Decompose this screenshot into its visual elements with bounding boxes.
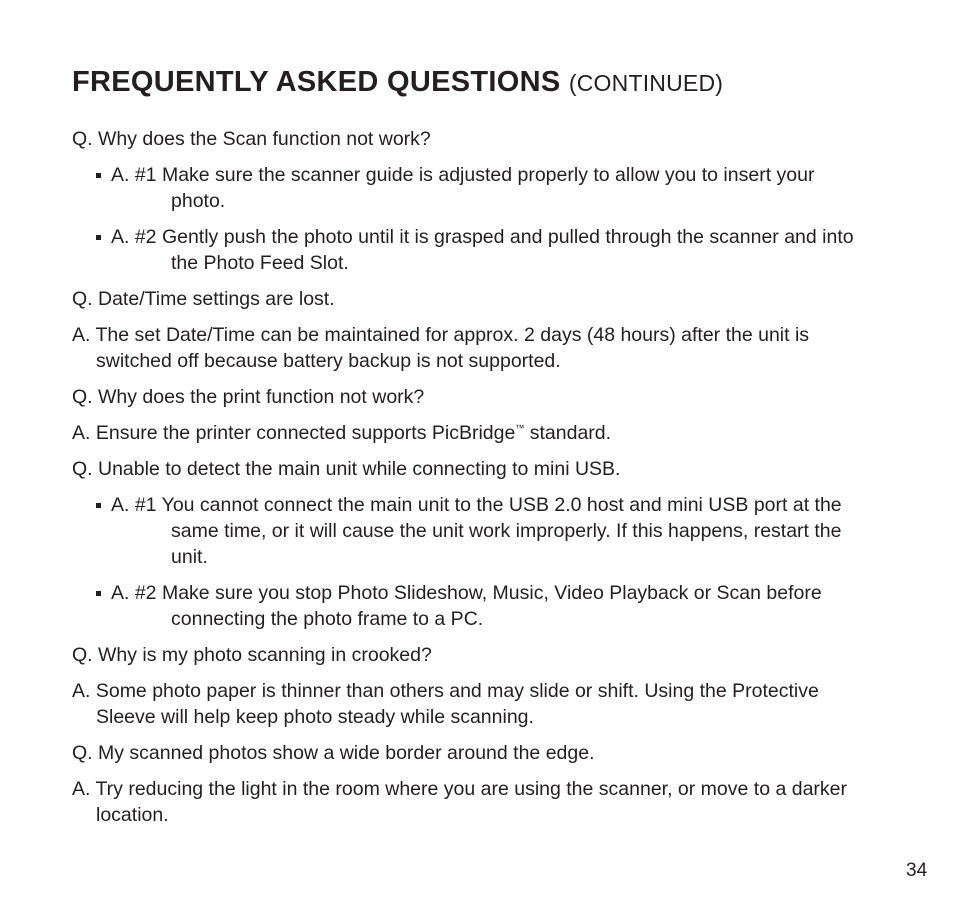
faq-answer-text: A. #2 Make sure you stop Photo Slideshow, Music, Video Playback or Scan before connecting the photo frame to a PC. bbox=[111, 582, 822, 630]
faq-question: Q. Why is my photo scanning in crooked? bbox=[72, 644, 432, 666]
faq-question: Q. Why does the Scan function not work? bbox=[72, 128, 431, 150]
page-title-continued: (CONTINUED) bbox=[568, 70, 724, 96]
faq-question: Q. Unable to detect the main unit while connecting to mini USB. bbox=[72, 458, 621, 480]
faq-answer: A. Some photo paper is thinner than others and may slide or shift. Using the Protective Sleeve will help keep photo steady while scanning. bbox=[72, 680, 819, 728]
trademark-symbol: ™ bbox=[515, 423, 525, 433]
faq-answer: A. Try reducing the light in the room where you are using the scanner, or move to a darker location. bbox=[72, 778, 847, 826]
faq-answer-bullet bbox=[96, 492, 872, 570]
faq-question: Q. My scanned photos show a wide border around the edge. bbox=[72, 742, 595, 764]
bullet-icon bbox=[96, 173, 101, 178]
faq-answer-text: A. #1 Make sure the scanner guide is adjusted properly to allow you to insert your photo. bbox=[111, 164, 815, 212]
faq-answer-bullet bbox=[96, 224, 872, 276]
faq-answer-text: A. #2 Gently push the photo until it is grasped and pulled through the scanner and into the Photo Feed Slot. bbox=[111, 226, 854, 274]
page-title-main: FREQUENTLY ASKED QUESTIONS bbox=[72, 66, 561, 98]
faq-answer-bullet bbox=[96, 162, 872, 214]
bullet-icon bbox=[96, 503, 101, 508]
bullet-icon bbox=[96, 591, 101, 596]
faq-answer bbox=[72, 420, 872, 446]
bullet-icon bbox=[96, 235, 101, 240]
faq-question: Q. Why does the print function not work? bbox=[72, 386, 425, 408]
page-number: 34 bbox=[906, 860, 928, 881]
faq-answer-text: standard. bbox=[524, 422, 612, 444]
faq-answer: A. The set Date/Time can be maintained for approx. 2 days (48 hours) after the unit is switched off because battery backup is not supported. bbox=[72, 324, 810, 372]
page-title bbox=[72, 66, 723, 99]
faq-answer-text: A. #1 You cannot connect the main unit to the USB 2.0 host and mini USB port at the same time, or it will cause the unit work improperly. If this happens, restart the unit. bbox=[111, 494, 842, 568]
faq-answer-text: A. Ensure the printer connected supports PicBridge bbox=[72, 422, 516, 444]
faq-question: Q. Date/Time settings are lost. bbox=[72, 288, 335, 310]
faq-list bbox=[72, 126, 872, 838]
faq-answer-bullet bbox=[96, 580, 872, 632]
